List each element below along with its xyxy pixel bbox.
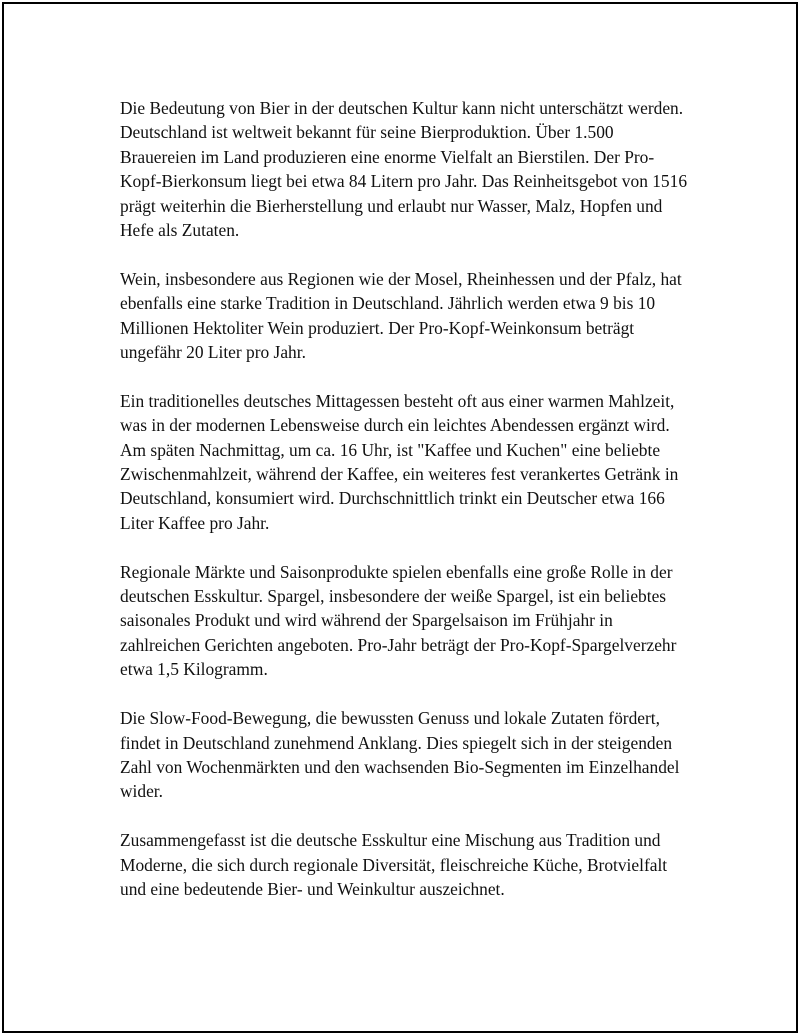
- document-body: [120, 96, 690, 926]
- paragraph-meals-coffee: Ein traditionelles deutsches Mittagessen besteht oft aus einer warmen Mahlzeit, was in der modernen Lebensweise durch ein leichtes Abendessen ergänzt wird. Am späten Nachmittag, um ca. 16 Uhr, ist "Kaffee und Kuchen" eine beliebte Zwischenmahlzeit, während der Kaffee, ein weiteres fest verankertes Getränk in Deutschland, konsumiert wird. Durchschnittlich trinkt ein Deutscher etwa 166 Liter Kaffee pro Jahr.: [120, 390, 679, 533]
- paragraph-slow-food: Die Slow-Food-Bewegung, die bewussten Genuss und lokale Zutaten fördert, findet in Deutschland zunehmend Anklang. Dies spiegelt sich in der steigenden Zahl von Wochenmärkten und den wachsenden Bio-Segmenten im Einzelhandel wider.: [120, 708, 680, 802]
- paragraph-regional-markets: Regionale Märkte und Saisonprodukte spielen ebenfalls eine große Rolle in der deutschen Esskultur. Spargel, insbesondere der weiße Spargel, ist ein beliebtes saisonales Produkt und wird während der Spargelsaison im Frühjahr in zahlreichen Gerichten angeboten. Pro-Jahr beträgt der Pro-Kopf-Spargelverzehr etwa 1,5 Kilogramm.: [120, 561, 677, 680]
- paragraph-beer: Die Bedeutung von Bier in der deutschen Kultur kann nicht unterschätzt werden. Deutschland ist weltweit bekannt für seine Bierproduktion. Über 1.500 Brauereien im Land produzieren eine enorme Vielfalt an Bierstilen. Der Pro-Kopf-Bierkonsum liegt bei etwa 84 Litern pro Jahr. Das Reinheitsgebot von 1516 prägt weiterhin die Bierherstellung und erlaubt nur Wasser, Malz, Hopfen und Hefe als Zutaten.: [120, 98, 688, 241]
- document-page: [2, 2, 798, 1033]
- paragraph-wine: Wein, insbesondere aus Regionen wie der Mosel, Rheinhessen und der Pfalz, hat ebenfalls eine starke Tradition in Deutschland. Jährlich werden etwa 9 bis 10 Millionen Hektoliter Wein produziert. Der Pro-Kopf-Weinkonsum beträgt ungefähr 20 Liter pro Jahr.: [120, 268, 682, 363]
- paragraph-summary: Zusammengefasst ist die deutsche Esskultur eine Mischung aus Tradition und Moderne, die sich durch regionale Diversität, fleischreiche Küche, Brotvielfalt und eine bedeutende Bier- und Weinkultur auszeichnet.: [120, 830, 668, 899]
